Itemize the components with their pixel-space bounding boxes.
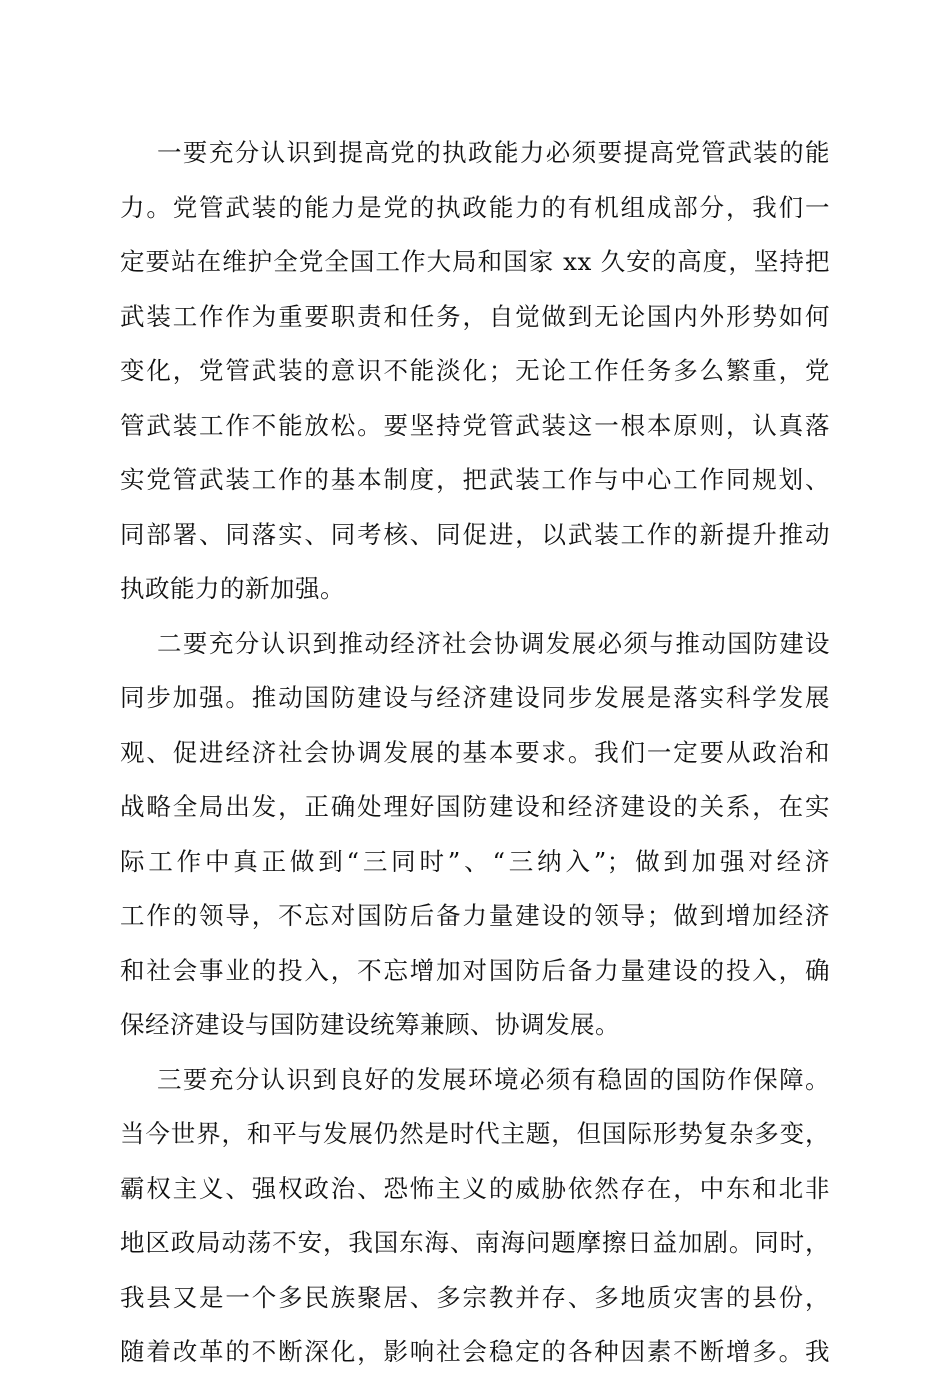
document-body	[120, 126, 830, 1380]
paragraph-1-line-2: 力。党管武装的能力是党的执政能力的有机组成部分，我们一	[120, 192, 830, 222]
paragraph-3-line-1: 三要充分认识到良好的发展环境必须有稳固的国防作保障。	[157, 1064, 830, 1094]
paragraph-3-line-3: 霸权主义、强权政治、恐怖主义的威胁依然存在，中东和北非	[120, 1173, 830, 1203]
paragraph-2-line-7: 和社会事业的投入，不忘增加对国防后备力量建设的投入，确	[120, 955, 830, 985]
paragraph-2-line-6: 工作的领导，不忘对国防后备力量建设的领导；做到增加经济	[120, 901, 830, 930]
paragraph-3-line-5: 我县又是一个多民族聚居、多宗教并存、多地质灾害的县份，	[120, 1282, 830, 1312]
paragraph-2-line-5: 际工作中真正做到“三同时”、“三纳入”；做到加强对经济	[120, 846, 830, 876]
paragraph-2-line-2: 同步加强。推动国防建设与经济建设同步发展是落实科学发展	[120, 683, 830, 712]
paragraph-1-line-1: 一要充分认识到提高党的执政能力必须要提高党管武装的能	[157, 138, 830, 167]
paragraph-1-line-4: 武装工作作为重要职责和任务，自觉做到无论国内外形势如何	[120, 301, 830, 331]
paragraph-2-line-4: 战略全局出发，正确处理好国防建设和经济建设的关系，在实	[120, 792, 830, 821]
paragraph-3-line-4: 地区政局动荡不安，我国东海、南海问题摩擦日益加剧。同时，	[120, 1228, 830, 1257]
paragraph-2-line-8: 保经济建设与国防建设统筹兼顾、协调发展。	[120, 1010, 620, 1039]
paragraph-1-line-9: 执政能力的新加强。	[120, 574, 345, 603]
paragraph-1-line-7: 实党管武装工作的基本制度，把武装工作与中心工作同规划、	[120, 465, 830, 494]
paragraph-1-line-3: 定要站在维护全党全国工作大局和国家 xx 久安的高度，坚持把	[120, 247, 830, 276]
paragraph-3-line-2: 当今世界，和平与发展仍然是时代主题，但国际形势复杂多变，	[120, 1119, 830, 1148]
paragraph-2-line-3: 观、促进经济社会协调发展的基本要求。我们一定要从政治和	[120, 737, 830, 767]
paragraph-1-line-6: 管武装工作不能放松。要坚持党管武装这一根本原则，认真落	[120, 410, 830, 440]
paragraph-2-line-1: 二要充分认识到推动经济社会协调发展必须与推动国防建设	[157, 628, 830, 658]
paragraph-1-line-5: 变化，党管武装的意识不能淡化；无论工作任务多么繁重，党	[120, 356, 830, 385]
paragraph-1-line-8: 同部署、同落实、同考核、同促进，以武装工作的新提升推动	[120, 519, 830, 549]
paragraph-3-line-6: 随着改革的不断深化，影响社会稳定的各种因素不断增多。我	[120, 1337, 830, 1366]
